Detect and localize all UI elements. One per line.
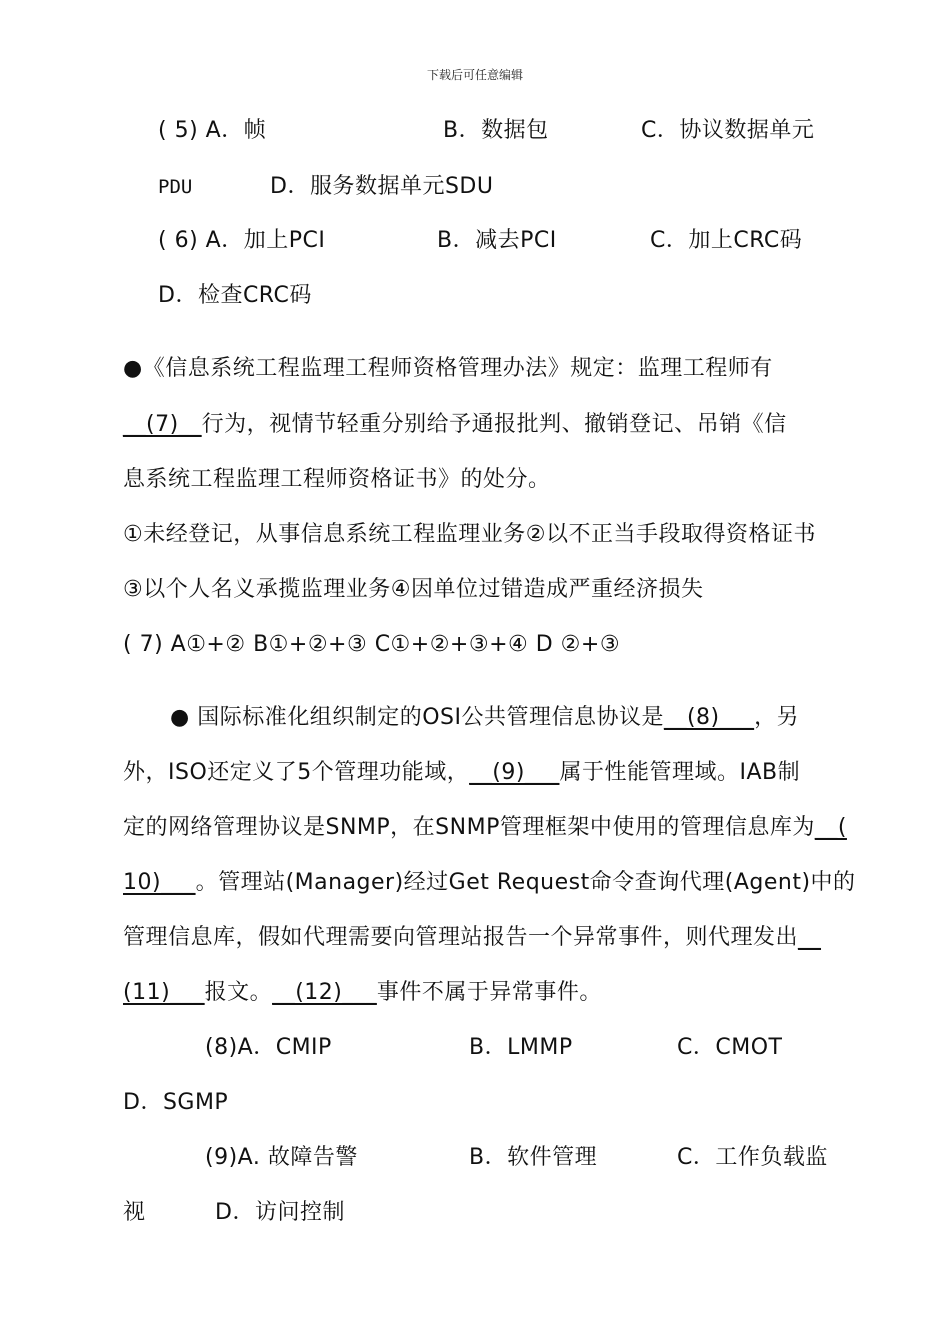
q6-option-a: ( 6) A．加上PCI [158, 228, 326, 253]
q8-line-1-text: ● 国际标准化组织制定的OSI公共管理信息协议是 [170, 705, 664, 730]
q8-line-6-end: 事件不属于异常事件。 [376, 980, 602, 1005]
q7-options: ( 7) A①+② B①+②+③ C①+②+③+④ D ②+③ [123, 632, 621, 657]
q8-line-2 [123, 758, 800, 788]
q6-option-c: C．加上CRC码 [650, 228, 803, 253]
q7-line-2-text: 行为，视情节轻重分别给予通报批判、撤销登记、吊销《信 [201, 412, 787, 437]
page-header: 下载后可任意编辑 [426, 68, 523, 82]
q5-option-c: C．协议数据单元 [641, 118, 815, 143]
q8-line-1 [170, 703, 799, 733]
q8-line-4 [123, 868, 856, 898]
q8-line-3-text: 定的网络管理协议是SNMP，在SNMP管理框架中使用的管理信息库为 [123, 815, 815, 840]
q7-blank: __(7)__ [123, 412, 202, 437]
q7-line-2 [123, 410, 787, 440]
q6-option-d: D．检查CRC码 [158, 283, 312, 308]
q8-line-2-end: 属于性能管理域。IAB制 [559, 760, 801, 785]
q8-line-5 [123, 923, 821, 953]
q8-line-2-text: 外，ISO还定义了5个管理功能域， [123, 760, 470, 785]
q9-blank: __(9)___ [469, 760, 560, 785]
q8-line-6-text: 报文。 [204, 980, 273, 1005]
q9-option-d: D．访问控制 [215, 1200, 345, 1225]
q7-line-3: 息系统工程监理工程师资格证书》的处分。 [123, 467, 551, 492]
q8-line-5-text: 管理信息库，假如代理需要向管理站报告一个异常事件，则代理发出 [123, 925, 799, 950]
q5-option-c-cont: PDU [158, 176, 193, 198]
q9-option-c-cont: 视 [123, 1200, 146, 1225]
q8-option-d: D．SGMP [123, 1090, 229, 1115]
q5-option-b: B．数据包 [443, 118, 549, 143]
q8-blank: __(8)___ [663, 705, 755, 730]
q11-blank-start: __ [798, 925, 822, 950]
q8-line-4-text: 。管理站(Manager)经过Get Request命令查询代理(Agent)中的 [195, 870, 856, 895]
q9-option-b: B．软件管理 [469, 1145, 598, 1170]
q10-blank-end: 10)___ [123, 870, 196, 895]
q7-line-1: ●《信息系统工程监理工程师资格管理办法》规定：监理工程师有 [123, 356, 773, 381]
q9-option-a: (9)A. 故障告警 [205, 1145, 358, 1170]
q12-blank: __(12)___ [272, 980, 377, 1005]
q7-statement-3-4: ③以个人名义承揽监理业务④因单位过错造成严重经济损失 [123, 577, 704, 602]
q6-option-b: B．减去PCI [437, 228, 557, 253]
q8-option-b: B．LMMP [469, 1035, 573, 1060]
q11-blank-end: (11)___ [123, 980, 205, 1005]
q10-blank-start: __( [814, 815, 847, 840]
q8-option-a: (8)A．CMIP [205, 1035, 332, 1060]
q8-line-1-end: ，另 [754, 705, 800, 730]
q5-option-d: D．服务数据单元SDU [270, 174, 494, 199]
q5-option-a: ( 5) A．帧 [158, 118, 267, 143]
q7-statement-1-2: ①未经登记，从事信息系统工程监理业务②以不正当手段取得资格证书 [123, 522, 816, 547]
q9-option-c: C．工作负载监 [677, 1145, 828, 1170]
q8-line-3 [123, 813, 847, 843]
q8-option-c: C．CMOT [677, 1035, 783, 1060]
q8-line-6 [123, 978, 602, 1008]
